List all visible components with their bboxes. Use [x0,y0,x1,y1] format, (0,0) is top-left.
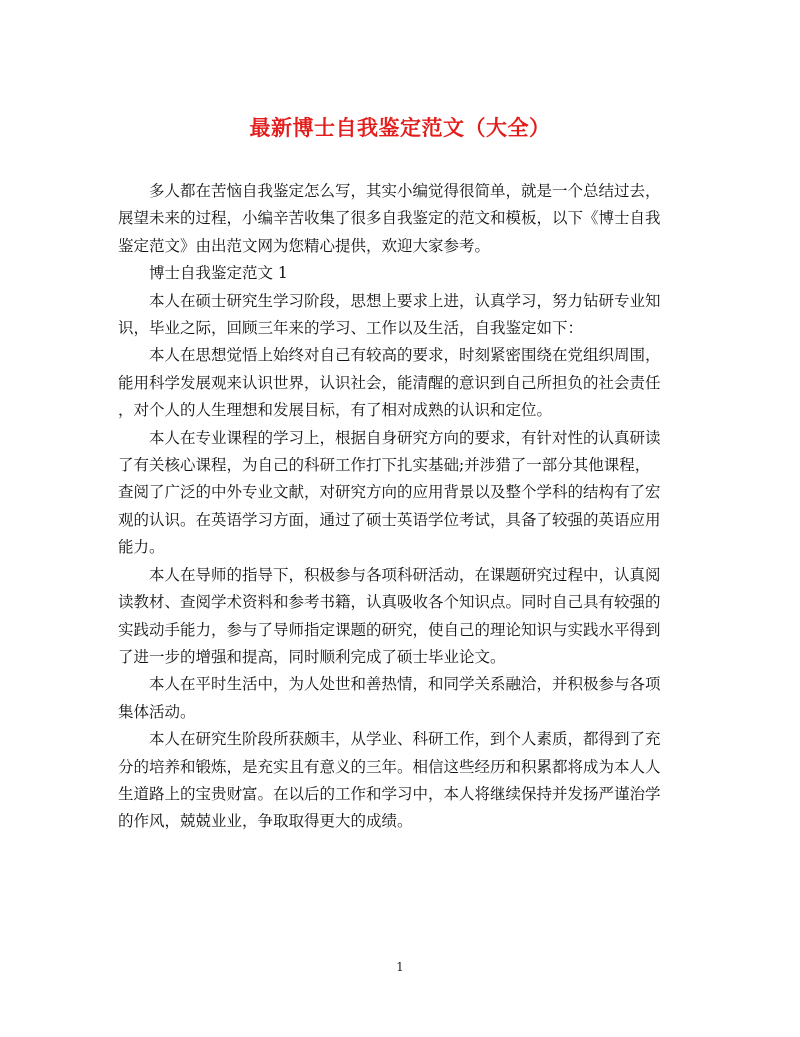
paragraph-line: 本人在思想觉悟上始终对自己有较高的要求，时刻紧密围绕在党组织周围， [149,346,661,365]
paragraph [118,726,682,836]
paragraph-line: 分的培养和锻炼，是充实且有意义的三年。相信这些经历和积累都将成为本人人 [118,757,661,776]
paragraph-line: 实践动手能力，参与了导师指定课题的研究，使自己的理论知识与实践水平得到 [118,620,661,639]
page-number: 1 [396,960,404,974]
paragraph [118,562,682,672]
document-title: 最新博士自我鉴定范文（大全） [249,115,551,140]
paragraph-line: 了进一步的增强和提高，同时顺利完成了硕士毕业论文。 [118,647,506,666]
paragraph-line: 的作风，兢兢业业，争取取得更大的成绩。 [118,812,413,831]
paragraph-line: 能用科学发展观来认识世界，认识社会，能清醒的意识到自己所担负的社会责任 [118,373,661,392]
paragraph [118,342,682,424]
paragraph-line: 本人在平时生活中，为人处世和善热情，和同学关系融洽，并积极参与各项 [149,675,661,694]
paragraph-line: 集体活动。 [118,702,196,721]
paragraph-line: 查阅了广泛的中外专业文献，对研究方向的应用背景以及整个学科的结构有了宏 [118,483,661,502]
paragraph-line: 博士自我鉴定范文 1 [149,264,288,283]
paragraph [118,288,682,343]
paragraph-line: 生道路上的宝贵财富。在以后的工作和学习中，本人将继续保持并发扬严谨治学 [118,784,661,803]
paragraph-line: 鉴定范文》由出范文网为您精心提供，欢迎大家参考。 [118,236,491,255]
paragraph-line: 了有关核心课程，为自己的科研工作打下扎实基础;并涉猎了一部分其他课程， [118,456,651,475]
paragraph-line: 本人在硕士研究生学习阶段，思想上要求上进，认真学习，努力钻研专业知 [149,291,661,310]
paragraph [118,425,682,562]
paragraph-line: ，对个人的人生理想和发展目标，有了相对成熟的认识和定位。 [118,401,553,420]
paragraph-line: 本人在导师的指导下，积极参与各项科研活动，在课题研究过程中，认真阅 [149,565,661,584]
paragraph [118,671,682,726]
paragraph-line: 观的认识。在英语学习方面，通过了硕士英语学位考试，具备了较强的英语应用 [118,510,661,529]
paragraph-line: 本人在研究生阶段所获颇丰，从学业、科研工作，到个人素质，都得到了充 [149,730,661,749]
paragraph-line: 多人都在苦恼自我鉴定怎么写，其实小编觉得很简单，就是一个总结过去， [149,182,661,200]
paragraph-line: 能力。 [118,538,165,557]
paragraph-line: 展望未来的过程，小编辛苦收集了很多自我鉴定的范文和模板，以下《博士自我 [118,209,661,228]
paragraph [118,260,682,287]
paragraph-line: 读教材、查阅学术资料和参考书籍，认真吸收各个知识点。同时自己具有较强的 [118,593,661,612]
paragraph-line: 识，毕业之际，回顾三年来的学习、工作以及生活，自我鉴定如下： [118,319,584,338]
paragraph-line: 本人在专业课程的学习上，根据自身研究方向的要求，有针对性的认真研读 [149,428,661,447]
document-body [118,178,682,836]
paragraph [118,178,682,260]
